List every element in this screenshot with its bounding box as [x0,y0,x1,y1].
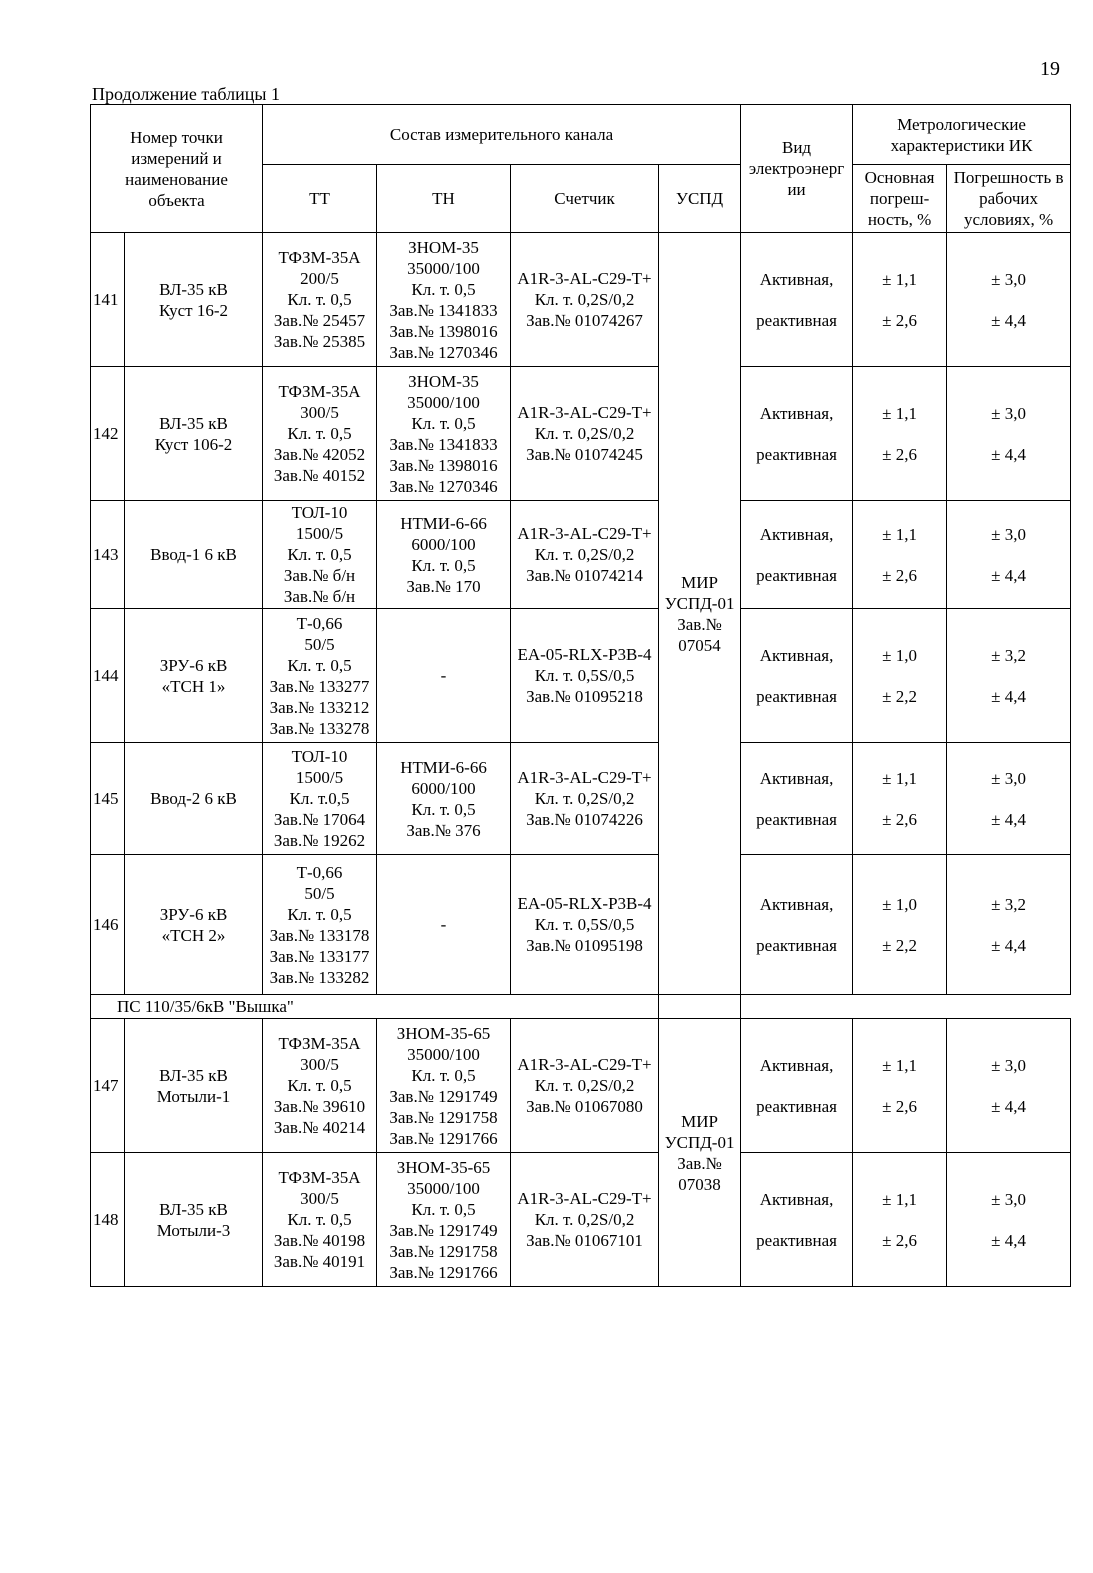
meter-cell: ЕА-05-RLX-P3B-4 Кл. т. 0,5S/0,5 Зав.№ 01095198 [511,855,659,995]
header-basic-err: Основная погреш- ность, % [853,165,947,233]
page-number: 19 [1040,58,1060,80]
tn-cell: ЗНОМ-35-65 35000/100 Кл. т. 0,5 Зав.№ 1291749 Зав.№ 1291758 Зав.№ 1291766 [377,1019,511,1153]
row-number: 144 [91,609,125,743]
work-error-cell: ± 3,0 ± 4,4 [947,1153,1071,1287]
tn-cell: НТМИ-6-66 6000/100 Кл. т. 0,5 Зав.№ 376 [377,743,511,855]
object-name: ЗРУ-6 кВ «ТСН 1» [125,609,263,743]
row-number: 145 [91,743,125,855]
basic-error-cell: ± 1,1 ± 2,6 [853,501,947,609]
header-metro: Метрологические характеристики ИК [853,105,1071,165]
tt-cell: Т-0,66 50/5 Кл. т. 0,5 Зав.№ 133277 Зав.№ 133212 Зав.№ 133278 [263,609,377,743]
basic-error-cell: ± 1,1 ± 2,6 [853,233,947,367]
header-uspd: УСПД [659,165,741,233]
basic-error-cell: ± 1,1 ± 2,6 [853,1153,947,1287]
meter-cell: А1R-3-AL-C29-T+ Кл. т. 0,2S/0,2 Зав.№ 01067080 [511,1019,659,1153]
table-row [91,1019,1071,1153]
uspd-cell: МИР УСПД-01 Зав.№ 07054 [659,233,741,995]
work-error-cell: ± 3,2 ± 4,4 [947,609,1071,743]
header-point: Номер точки измерений и наименование объекта [91,105,263,233]
tt-cell: ТФЗМ-35А 300/5 Кл. т. 0,5 Зав.№ 40198 Зав.№ 40191 [263,1153,377,1287]
header-tn: ТН [377,165,511,233]
header-kind: Вид электроэнерг ии [741,105,853,233]
tt-cell: ТФЗМ-35А 200/5 Кл. т. 0,5 Зав.№ 25457 Зав.№ 25385 [263,233,377,367]
kind-cell: Активная, реактивная [741,855,853,995]
tt-cell: Т-0,66 50/5 Кл. т. 0,5 Зав.№ 133178 Зав.№ 133177 Зав.№ 133282 [263,855,377,995]
table-caption: Продолжение таблицы 1 [92,84,280,104]
object-name: ВЛ-35 кВ Мотыли-3 [125,1153,263,1287]
tn-cell: ЗНОМ-35-65 35000/100 Кл. т. 0,5 Зав.№ 1291749 Зав.№ 1291758 Зав.№ 1291766 [377,1153,511,1287]
metrology-table [90,104,1071,1287]
object-name: ВЛ-35 кВ Мотыли-1 [125,1019,263,1153]
meter-cell: А1R-3-AL-C29-T+ Кл. т. 0,2S/0,2 Зав.№ 01074226 [511,743,659,855]
header-channel: Состав измерительного канала [263,105,741,165]
meter-cell: А1R-3-AL-C29-T+ Кл. т. 0,2S/0,2 Зав.№ 01067101 [511,1153,659,1287]
kind-cell: Активная, реактивная [741,609,853,743]
table-row [91,367,1071,501]
section-row [91,995,1071,1019]
object-name: ВЛ-35 кВ Куст 16-2 [125,233,263,367]
tn-cell: - [377,609,511,743]
kind-cell: Активная, реактивная [741,743,853,855]
header-meter: Счетчик [511,165,659,233]
tt-cell: ТФЗМ-35А 300/5 Кл. т. 0,5 Зав.№ 42052 Зав.№ 40152 [263,367,377,501]
work-error-cell: ± 3,0 ± 4,4 [947,367,1071,501]
basic-error-cell: ± 1,1 ± 2,6 [853,743,947,855]
table-row [91,743,1071,855]
table-row [91,855,1071,995]
basic-error-cell: ± 1,0 ± 2,2 [853,855,947,995]
row-number: 142 [91,367,125,501]
tt-cell: ТОЛ-10 1500/5 Кл. т. 0,5 Зав.№ б/н Зав.№ б/н [263,501,377,609]
section-blank [741,995,1071,1019]
meter-cell: А1R-3-AL-C29-T+ Кл. т. 0,2S/0,2 Зав.№ 01074214 [511,501,659,609]
section-title: ПС 110/35/6кВ "Вышка" [91,995,659,1019]
row-number: 148 [91,1153,125,1287]
object-name: ЗРУ-6 кВ «ТСН 2» [125,855,263,995]
kind-cell: Активная, реактивная [741,1019,853,1153]
tt-cell: ТОЛ-10 1500/5 Кл. т.0,5 Зав.№ 17064 Зав.№ 19262 [263,743,377,855]
kind-cell: Активная, реактивная [741,501,853,609]
meter-cell: А1R-3-AL-C29-T+ Кл. т. 0,2S/0,2 Зав.№ 01074245 [511,367,659,501]
basic-error-cell: ± 1,0 ± 2,2 [853,609,947,743]
table-row [91,501,1071,609]
tn-cell: ЗНОМ-35 35000/100 Кл. т. 0,5 Зав.№ 1341833 Зав.№ 1398016 Зав.№ 1270346 [377,367,511,501]
object-name: Ввод-1 6 кВ [125,501,263,609]
row-number: 147 [91,1019,125,1153]
basic-error-cell: ± 1,1 ± 2,6 [853,367,947,501]
header-tt: ТТ [263,165,377,233]
row-number: 143 [91,501,125,609]
tn-cell: - [377,855,511,995]
object-name: Ввод-2 6 кВ [125,743,263,855]
tt-cell: ТФЗМ-35А 300/5 Кл. т. 0,5 Зав.№ 39610 Зав.№ 40214 [263,1019,377,1153]
kind-cell: Активная, реактивная [741,1153,853,1287]
meter-cell: А1R-3-AL-C29-T+ Кл. т. 0,2S/0,2 Зав.№ 01074267 [511,233,659,367]
meter-cell: ЕА-05-RLX-P3B-4 Кл. т. 0,5S/0,5 Зав.№ 01095218 [511,609,659,743]
work-error-cell: ± 3,0 ± 4,4 [947,1019,1071,1153]
work-error-cell: ± 3,0 ± 4,4 [947,233,1071,367]
work-error-cell: ± 3,0 ± 4,4 [947,501,1071,609]
table-row [91,233,1071,367]
row-number: 141 [91,233,125,367]
object-name: ВЛ-35 кВ Куст 106-2 [125,367,263,501]
kind-cell: Активная, реактивная [741,367,853,501]
row-number: 146 [91,855,125,995]
header-row-1 [91,105,1071,165]
basic-error-cell: ± 1,1 ± 2,6 [853,1019,947,1153]
header-work-err: Погрешность в рабочих условиях, % [947,165,1071,233]
kind-cell: Активная, реактивная [741,233,853,367]
tn-cell: ЗНОМ-35 35000/100 Кл. т. 0,5 Зав.№ 1341833 Зав.№ 1398016 Зав.№ 1270346 [377,233,511,367]
table-row [91,609,1071,743]
work-error-cell: ± 3,2 ± 4,4 [947,855,1071,995]
uspd-cell: МИР УСПД-01 Зав.№ 07038 [659,1019,741,1287]
table-row [91,1153,1071,1287]
tn-cell: НТМИ-6-66 6000/100 Кл. т. 0,5 Зав.№ 170 [377,501,511,609]
work-error-cell: ± 3,0 ± 4,4 [947,743,1071,855]
section-gap [659,995,741,1019]
